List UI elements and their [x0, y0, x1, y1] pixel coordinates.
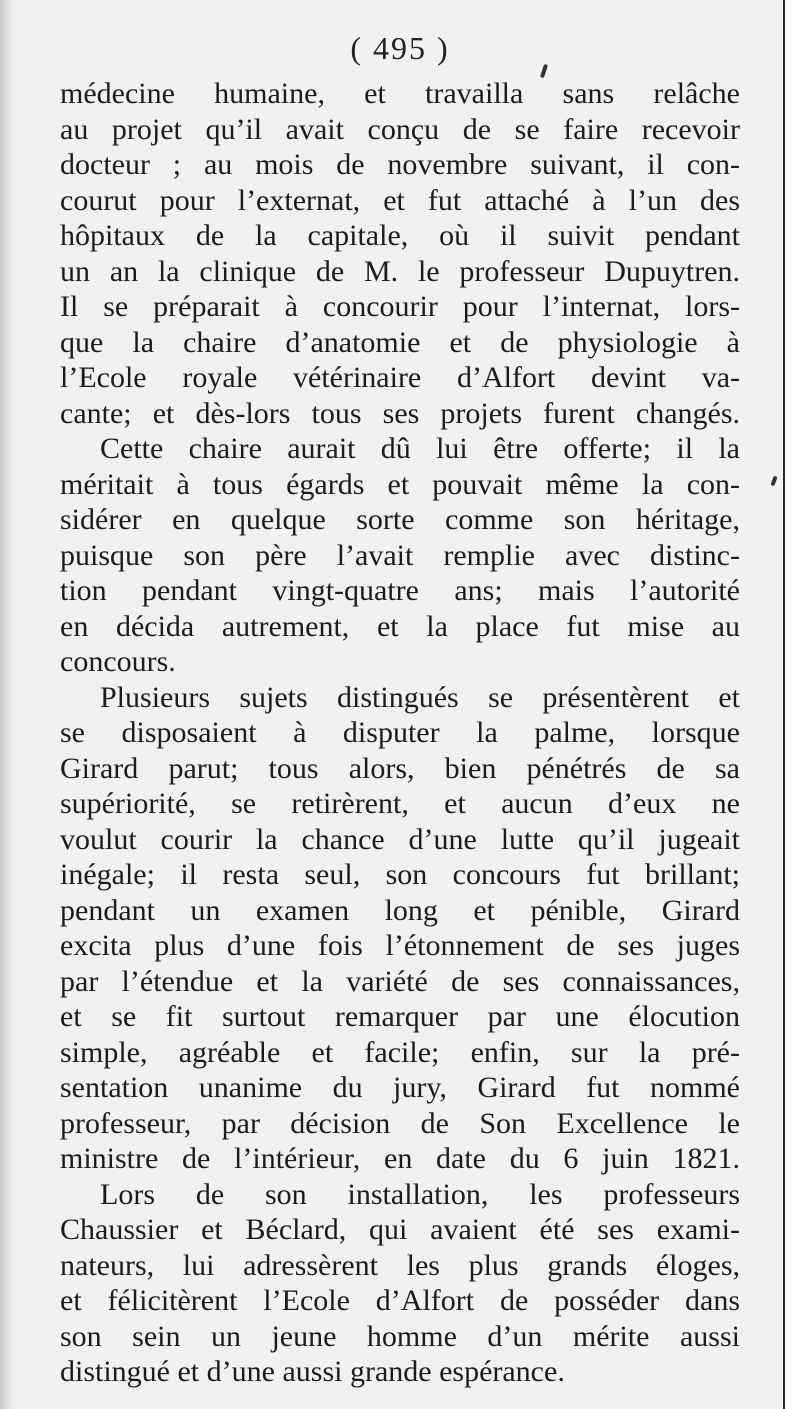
page-number: ( 495 )	[350, 30, 450, 66]
text-line: que la chaire d’anatomie et de physiologie à	[60, 325, 740, 359]
text-line: cante; et dès-lors tous ses projets furent changés.	[60, 396, 740, 430]
text-line: ministre de l’intérieur, en date du 6 juin 1821.	[60, 1142, 740, 1175]
text-line: nateurs, lui adressèrent les plus grands éloges,	[60, 1248, 740, 1282]
text-line: voulut courir la chance d’une lutte qu’il jugeait	[60, 822, 740, 856]
text-line: courut pour l’externat, et fut attaché à l’un des	[60, 183, 740, 217]
text-line: Lors de son installation, les professeurs	[100, 1177, 740, 1211]
text-line: concours.	[60, 645, 176, 678]
text-line: et se fit surtout remarquer par une élocution	[60, 1000, 740, 1033]
text-line: Chaussier et Béclard, qui avaient été ses exami-	[60, 1213, 740, 1246]
text-line: puisque son père l’avait remplie avec distinc-	[60, 538, 740, 572]
text-line: simple, agréable et facile; enfin, sur la pré-	[60, 1035, 740, 1069]
text-line: Cette chaire aurait dû lui être offerte; il la	[100, 432, 740, 465]
text-line: en décida autrement, et la place fut mise au	[60, 609, 740, 643]
text-line: excita plus d’une fois l’étonnement de ses juges	[60, 929, 740, 962]
body-text	[60, 76, 740, 1390]
text-line: Plusieurs sujets distingués se présentèrent et	[100, 680, 740, 714]
text-line: médecine humaine, et travailla sans relâche	[60, 77, 740, 110]
text-line: Il se préparait à concourir pour l’internat, lors-	[60, 290, 740, 323]
text-line: sidérer en quelque sorte comme son héritage,	[60, 503, 740, 536]
text-line: pendant un examen long et pénible, Girard	[60, 893, 740, 927]
text-line: Girard parut; tous alors, bien pénétrés de sa	[60, 751, 740, 785]
text-line: méritait à tous égards et pouvait même la con-	[60, 467, 740, 501]
text-line: au projet qu’il avait conçu de se faire recevoir	[60, 112, 740, 146]
text-line: et félicitèrent l’Ecole d’Alfort de posséder dans	[60, 1284, 740, 1317]
text-line: tion pendant vingt-quatre ans; mais l’autorité	[60, 574, 740, 607]
text-line: professeur, par décision de Son Excellence le	[60, 1106, 740, 1140]
text-line: sentation unanime du jury, Girard fut nommé	[60, 1071, 740, 1104]
page-edge-shadow	[0, 0, 14, 1409]
text-line: inégale; il resta seul, son concours fut brillant;	[60, 858, 740, 891]
text-line: hôpitaux de la capitale, où il suivit pendant	[60, 219, 740, 252]
text-line: docteur ; au mois de novembre suivant, il con-	[60, 148, 740, 181]
text-line: son sein un jeune homme d’un mérite aussi	[60, 1319, 740, 1353]
text-line: se disposaient à disputer la palme, lorsque	[60, 716, 740, 749]
text-line: distingué et d’une aussi grande espérance.	[60, 1355, 565, 1388]
text-line: un an la clinique de M. le professeur Dupuytren.	[60, 254, 740, 288]
text-line: supériorité, se retirèrent, et aucun d’eux ne	[60, 787, 740, 820]
ink-speck-mark	[770, 476, 777, 487]
text-line: l’Ecole royale vétérinaire d’Alfort devint va-	[60, 361, 740, 394]
text-line: par l’étendue et la variété de ses connaissances,	[60, 964, 740, 998]
